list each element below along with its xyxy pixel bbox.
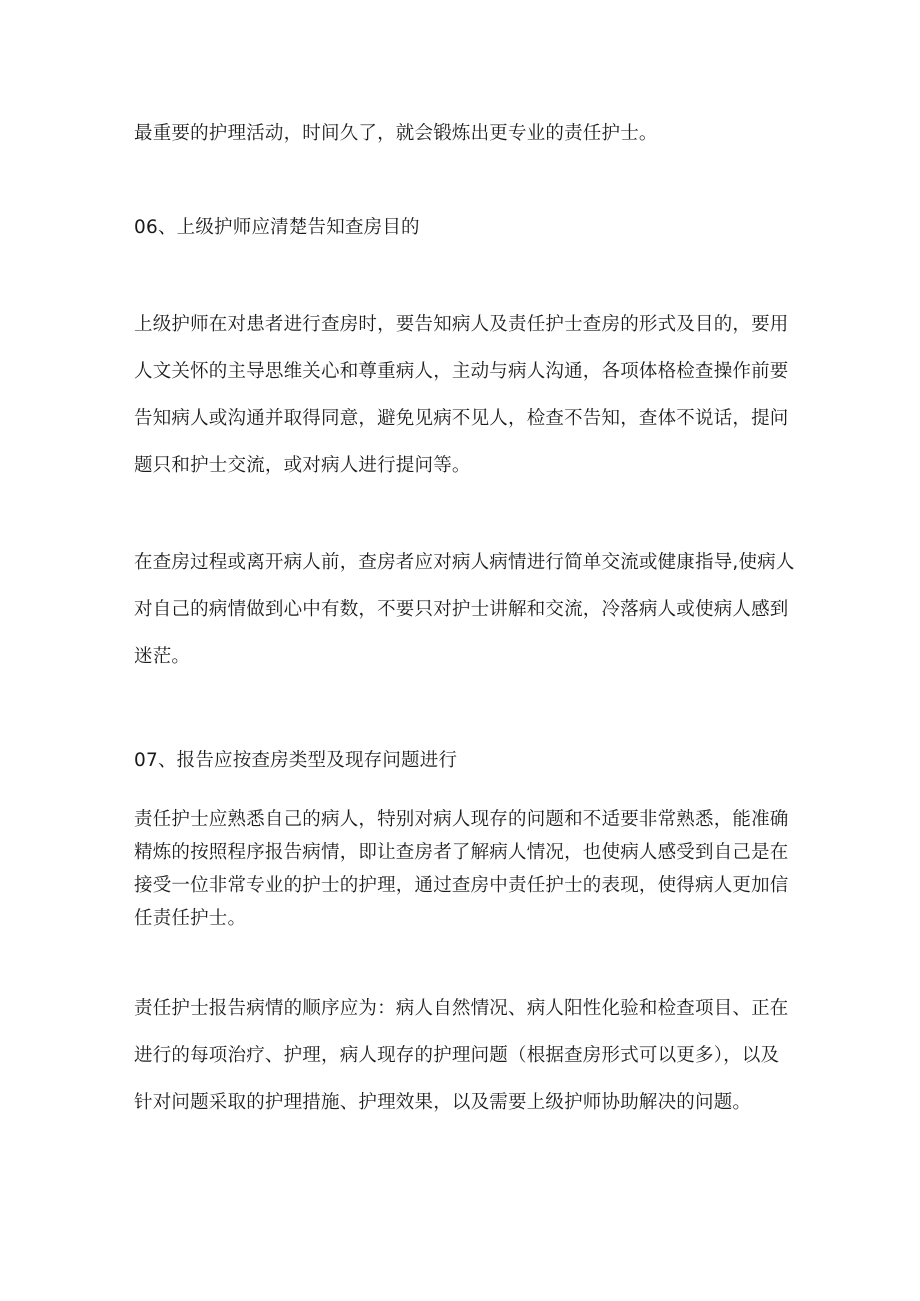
text-line: 06、上级护师应清楚告知查房目的 — [134, 217, 420, 238]
paragraph-report-order — [134, 999, 798, 1113]
text-line: 接受一位非常专业的护士的护理，通过查房中责任护士的表现，使得病人更加信 — [134, 875, 789, 896]
paragraph-intro-end — [134, 124, 798, 144]
text-line: 对自己的病情做到心中有数，不要只对护士讲解和交流，冷落病人或使病人感到 — [134, 599, 789, 620]
text-line: 进行的每项治疗、护理，病人现存的护理问题（根据查房形式可以更多），以及 — [134, 1045, 780, 1066]
text-line: 责任护士应熟悉自己的病人，特别对病人现存的问题和不适要非常熟悉，能准确 — [134, 809, 789, 830]
text-line: 在查房过程或离开病人前，查房者应对病人病情进行简单交流或健康指导,使病人 — [134, 552, 795, 573]
text-line: 告知病人或沟通并取得同意，避免见病不见人，检查不告知，查体不说话，提问 — [134, 408, 789, 429]
text-line: 人文关怀的主导思维关心和尊重病人，主动与病人沟通，各项体格检查操作前要 — [134, 361, 789, 382]
paragraph-communication — [134, 553, 798, 667]
text-line: 题只和护士交流，或对病人进行提问等。 — [134, 455, 471, 476]
text-line: 责任护士报告病情的顺序应为：病人自然情况、病人阳性化验和检查项目、正在 — [134, 998, 789, 1019]
text-line: 最重要的护理活动，时间久了，就会锻炼出更专业的责任护士。 — [134, 123, 658, 144]
section-heading-06 — [134, 218, 798, 238]
text-line: 迷茫。 — [134, 646, 191, 667]
paragraph-report — [134, 810, 798, 929]
paragraph-purpose — [134, 315, 798, 476]
text-line: 精炼的按照程序报告病情，即让查房者了解病人情况，也使病人感受到自己是在 — [134, 842, 789, 863]
text-line: 上级护师在对患者进行查房时，要告知病人及责任护士查房的形式及目的，要用 — [134, 314, 789, 335]
text-line: 07、报告应按查房类型及现存问题进行 — [134, 750, 458, 771]
text-line: 针对问题采取的护理措施、护理效果，以及需要上级护师协助解决的问题。 — [134, 1092, 752, 1113]
section-heading-07 — [134, 751, 798, 771]
text-line: 任责任护士。 — [134, 908, 247, 929]
